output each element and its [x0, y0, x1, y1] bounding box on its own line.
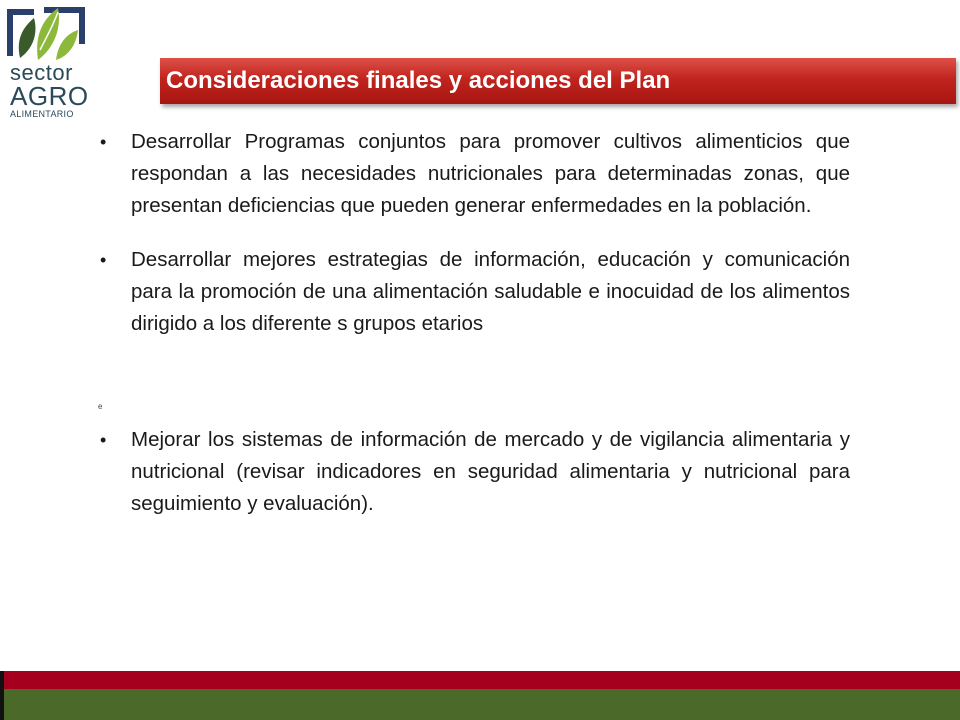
logo-word-alimentario: ALIMENTARIO — [10, 109, 74, 119]
stray-mark: e — [98, 402, 103, 411]
bullet-dot: • — [100, 250, 107, 270]
sector-agro-logo — [4, 4, 88, 122]
leaves-icon — [4, 4, 88, 62]
bullet-text: Desarrollar mejores estrategias de información, educación y comunicación para la promoción de una alimentación saludable e inocuidad de los alimentos dirigido a los diferente s grupos etarios — [131, 248, 850, 335]
bullet-item — [100, 126, 850, 222]
bullet-list — [100, 126, 850, 340]
title-banner — [160, 58, 956, 104]
footer-edge — [0, 671, 4, 720]
bullet-dot: • — [100, 132, 107, 152]
footer-green-band — [0, 689, 960, 720]
bullet-item — [100, 424, 850, 520]
bullet-list-continued — [100, 424, 850, 520]
bullet-dot: • — [100, 430, 107, 450]
footer-red-band — [0, 671, 960, 689]
logo-word-sector: sector — [10, 60, 73, 85]
slide-title: Consideraciones finales y acciones del Plan — [166, 67, 671, 94]
bullet-item — [100, 244, 850, 340]
bullet-text: Desarrollar Programas conjuntos para promover cultivos alimenticios que respondan a las necesidades nutricionales para determinadas zonas, que presentan deficiencias que pueden generar enfermedades en la población. — [131, 130, 850, 217]
bullet-text: Mejorar los sistemas de información de mercado y de vigilancia alimentaria y nutricional (revisar indicadores en seguridad alimentaria y nutricional para seguimiento y evaluación). — [131, 428, 850, 515]
logo-word-agro: AGRO — [10, 81, 89, 111]
